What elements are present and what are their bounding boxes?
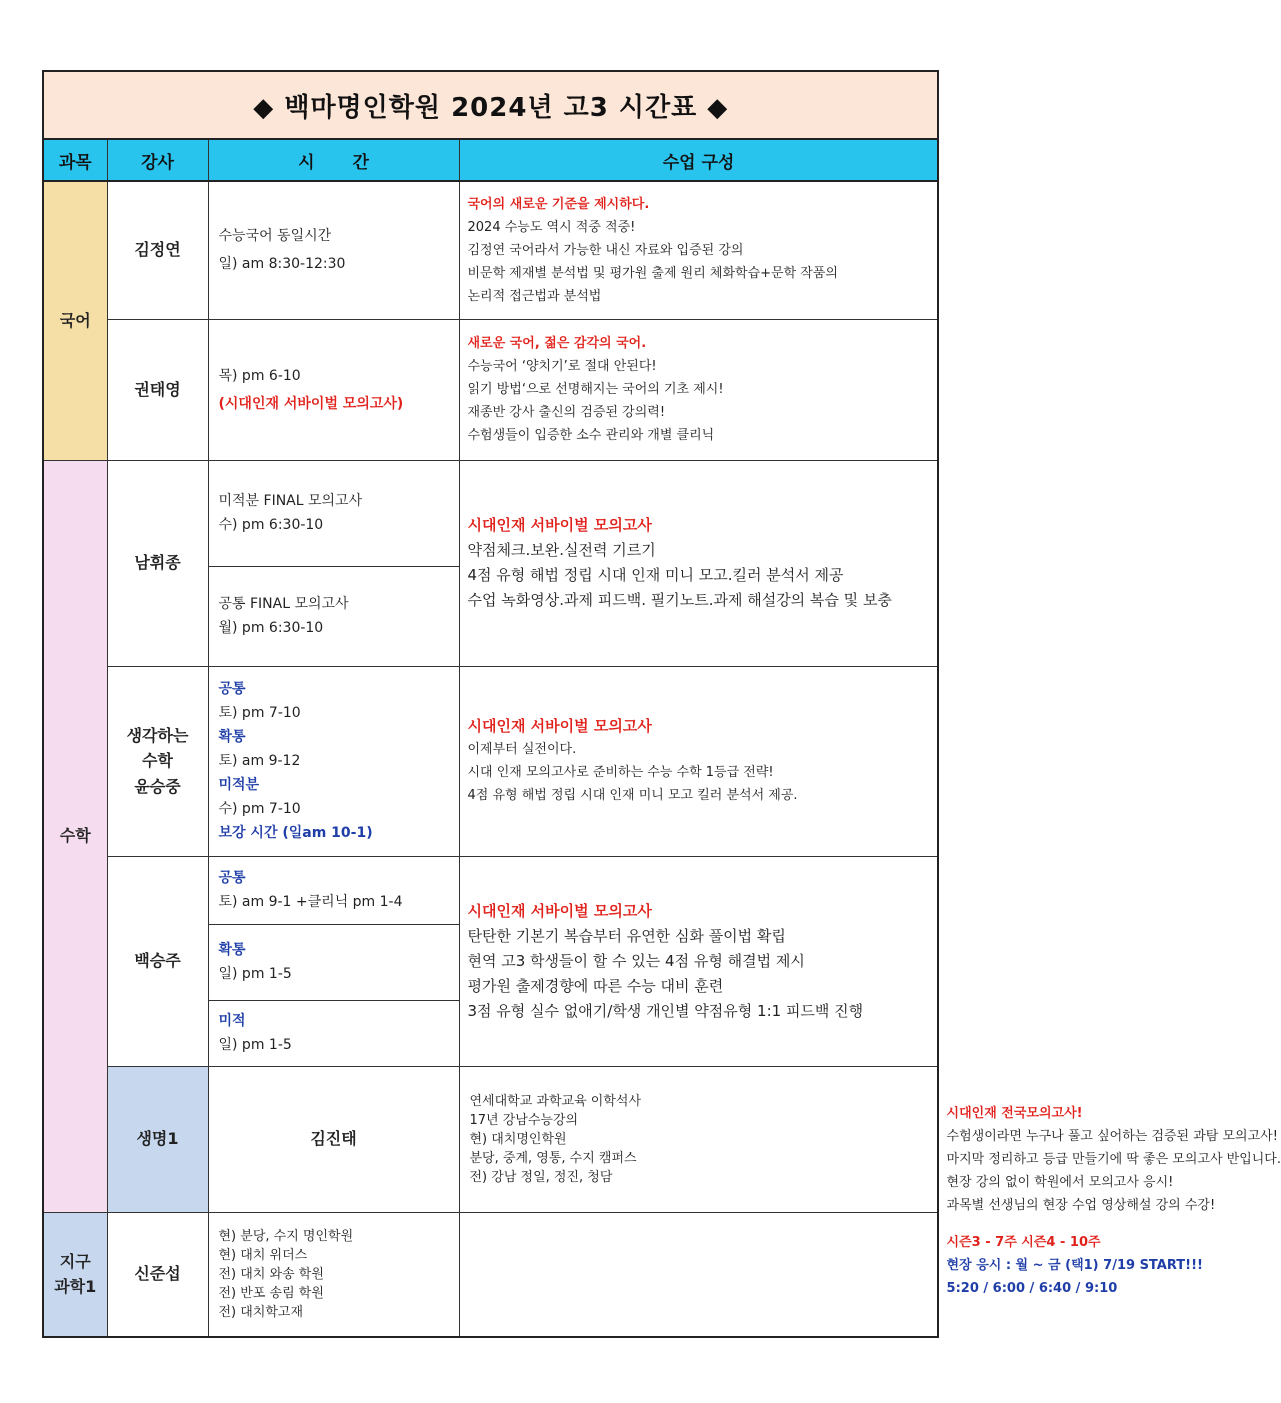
header-subject: 과목 bbox=[43, 139, 107, 181]
table-row bbox=[43, 319, 938, 460]
table-row bbox=[43, 666, 938, 856]
teacher-name: 백승주 bbox=[107, 856, 208, 1066]
class-description: 국어의 새로운 기준을 제시하다. 2024 수능도 역시 적중 적중! 김정연 국어라서 가능한 내신 자료와 입증된 강의 비문학 제재별 분석법 및 평가원 출제 원리 체화학습+문학 작품의 논리적 접근법과 분석법 bbox=[459, 181, 938, 319]
header-row bbox=[43, 139, 938, 181]
table-row bbox=[43, 460, 938, 566]
class-time: 목) pm 6-10 (시대인재 서바이벌 모의고사) bbox=[208, 319, 459, 460]
class-description: 새로운 국어, 젊은 감각의 국어. 수능국어 ‘양치기’로 절대 안된다! 읽기 방법‘으로 선명해지는 국어의 기초 제시! 재종반 강사 출신의 검증된 강의력! 수험생들이 입증한 소수 관리와 개별 클리닉 bbox=[459, 319, 938, 460]
teacher-name: 권태영 bbox=[107, 319, 208, 460]
header-content: 수업 구성 bbox=[459, 139, 938, 181]
table-row bbox=[43, 856, 938, 924]
teacher-name: 김정연 bbox=[107, 181, 208, 319]
subject-earth-science: 지구 과학1 bbox=[43, 1212, 107, 1337]
teacher-career: 연세대학교 과학교육 이학석사 17년 강남수능강의 현) 대치명인학원 분당, 중계, 영통, 수지 캠퍼스 전) 강남 정일, 정진, 청담 bbox=[459, 1066, 938, 1212]
class-time: 미적 일) pm 1-5 bbox=[208, 1000, 459, 1066]
teacher-career: 현) 분당, 수지 명인학원 현) 대치 위더스 전) 대치 와송 학원 전) 반포 송림 학원 전) 대치학고재 bbox=[208, 1212, 459, 1337]
subject-biology: 생명1 bbox=[107, 1066, 208, 1212]
page-title: ◆ 백마명인학원 2024년 고3 시간표 ◆ bbox=[43, 71, 938, 139]
table-row bbox=[43, 1212, 938, 1337]
subject-korean: 국어 bbox=[43, 181, 107, 460]
class-time: 공통 토) am 9-1 +클리닉 pm 1-4 bbox=[208, 856, 459, 924]
timetable-sheet bbox=[42, 70, 1281, 1338]
subject-math: 수학 bbox=[43, 460, 107, 1212]
header-time: 시간 bbox=[208, 139, 459, 181]
class-description: 시대인재 서바이벌 모의고사 약점체크.보완.실전력 기르기 4점 유형 해법 정립 시대 인재 미니 모고.킬러 분석서 제공 수업 녹화영상.과제 피드백. 필기노트.과제 해설강의 복습 및 보충 bbox=[459, 460, 938, 666]
class-description: 시대인재 서바이벌 모의고사 이제부터 실전이다. 시대 인재 모의고사로 준비하는 수능 수학 1등급 전략! 4점 유형 해법 정립 시대 인재 미니 모고 킬러 분석서 제공. bbox=[459, 666, 938, 856]
table-row: 생명1 김진태 연세대학교 과학교육 이학석사 17년 강남수능강의 현) 대치명인학원 분당, 중계, 영통, 수지 캠퍼스 전) 강남 정일, 정진, 청담 시대인재 전국모의고사! 수험생이라면 누구나 풀고 싶어하는 검증된 과탐 모의고사! 마지막 정리하고 등급 만들기에 딱 좋은 모의고사 반입니다. 현장 강의 없이 학원에서 모의고사 응시! 과목별 선생님의 현장 수업 영상해설 강의 수강! 시즌3 - 7주 시즌4 - 10주 현장 응시 : 월 ~ 금 (택1) 7/19 START!!! 5:20 / 6:00 / 6:40 / 9:10 bbox=[43, 1066, 938, 1212]
timetable bbox=[42, 70, 1281, 1338]
teacher-name: 신준섭 bbox=[107, 1212, 208, 1337]
table-row bbox=[43, 181, 938, 319]
teacher-name: 김진태 bbox=[208, 1066, 459, 1212]
teacher-name: 남휘종 bbox=[107, 460, 208, 666]
class-time: 공통 FINAL 모의고사 월) pm 6:30-10 bbox=[208, 566, 459, 666]
class-description: 시대인재 서바이벌 모의고사 탄탄한 기본기 복습부터 유연한 심화 풀이법 확립 현역 고3 학생들이 할 수 있는 4점 유형 해결법 제시 평가원 출제경향에 따른 수능 대비 훈련 3점 유형 실수 없애기/학생 개인별 약점유형 1:1 피드백 진행 bbox=[459, 856, 938, 1066]
class-time: 미적분 FINAL 모의고사 수) pm 6:30-10 bbox=[208, 460, 459, 566]
class-time: 확통 일) pm 1-5 bbox=[208, 924, 459, 1000]
class-time: 공통 토) pm 7-10 확통 토) am 9-12 미적분 수) pm 7-10 보강 시간 (일am 10-1) bbox=[208, 666, 459, 856]
header-teacher: 강사 bbox=[107, 139, 208, 181]
class-time: 수능국어 동일시간 일) am 8:30-12:30 bbox=[208, 181, 459, 319]
teacher-name: 생각하는 수학 윤승중 bbox=[107, 666, 208, 856]
